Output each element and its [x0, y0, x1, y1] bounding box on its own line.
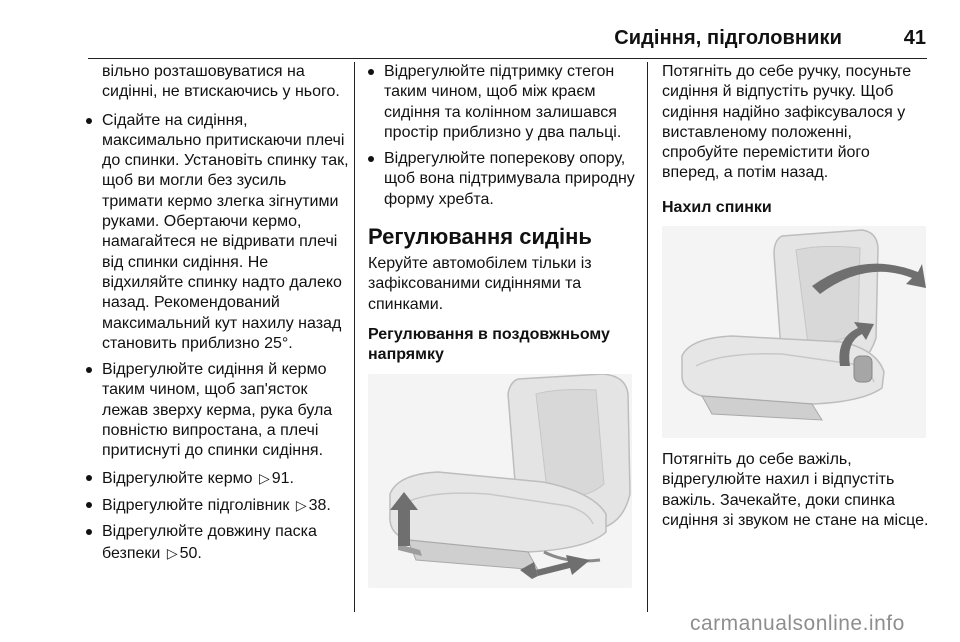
- watermark: carmanualsonline.info: [690, 612, 905, 635]
- page-reference-icon: ▷: [166, 544, 178, 561]
- page-reference-icon: ▷: [295, 496, 307, 513]
- bullet-icon: [368, 156, 374, 162]
- subsection-heading: Нахил спинки: [662, 198, 772, 216]
- seatback-recline-illustration-icon: [662, 226, 926, 438]
- page-title: Сидіння, підголовники: [614, 27, 842, 49]
- column-middle: [368, 62, 636, 588]
- list-item: Відрегулюйте підголівник ▷ 38.: [86, 495, 350, 516]
- bullet-icon: [86, 367, 92, 373]
- intro-text: Потягніть до себе ручку, посуньте сидіння й відпустіть ручку. Щоб сидіння надійно зафіксувалося у виставленому положенні, спробуйте перемістити його вперед, а потім назад.: [662, 63, 912, 182]
- list-item: Сідайте на сидіння, максимально притискаючи плечі до спинки. Установіть спинку так, щоб ви могли без зусиль тримати кермо злегка зігнутими руками. Обертаючи кермо, намагайтеся не відривати плечі від спинки сидіння. Не відхиляйте спинку надто далеко назад. Рекомендований максимальний кут нахилу назад становить приблизно 25°.: [86, 111, 350, 355]
- column-left: [86, 62, 350, 570]
- column-divider: [647, 62, 648, 612]
- subsection-heading: Регулювання в поздовжньому напрямку: [368, 325, 610, 364]
- page-reference-link[interactable]: 50.: [179, 544, 202, 562]
- list-item: Відрегулюйте кермо ▷ 91.: [86, 468, 350, 489]
- bullet-list: [368, 62, 636, 210]
- page-reference-link[interactable]: 91.: [271, 469, 294, 487]
- list-item: Відрегулюйте поперекову опору, щоб вона підтримувала природну форму хребта.: [368, 149, 636, 210]
- list-item: Відрегулюйте довжину паска безпеки ▷ 50.: [86, 522, 350, 564]
- page-header: [0, 0, 960, 56]
- page-number: 41: [903, 27, 926, 49]
- list-item: Відрегулюйте сидіння й кермо таким чином, щоб зап'ясток лежав зверху керма, рука була повністю випростана, а плечі притиснуті до спинки сидіння.: [86, 360, 350, 461]
- bullet-list: [86, 111, 350, 564]
- bullet-icon: [86, 502, 92, 508]
- section-text: Керуйте автомобілем тільки із зафіксованими сидіннями та спинками.: [368, 255, 592, 313]
- bullet-icon: [86, 529, 92, 535]
- bullet-icon: [368, 69, 374, 75]
- header-rule: [88, 58, 927, 59]
- instruction-text: Потягніть до себе важіль, відрегулюйте нахил і відпустіть важіль. Зачекайте, доки спинка сидіння зі звуком не стане на місце.: [662, 451, 929, 529]
- continuation-text: вільно розташовуватися на сидінні, не втискаючись у нього.: [102, 63, 340, 101]
- column-divider: [354, 62, 355, 612]
- page-reference-link[interactable]: 38.: [308, 496, 331, 514]
- seat-longitudinal-illustration-icon: [368, 374, 632, 588]
- page-reference-icon: ▷: [258, 469, 270, 486]
- section-heading: Регулювання сидінь: [368, 224, 592, 250]
- list-item: Відрегулюйте підтримку стегон таким чином, щоб між краєм сидіння та колінном залишався простір приблизно у два пальці.: [368, 62, 636, 143]
- bullet-icon: [86, 118, 92, 124]
- bullet-icon: [86, 475, 92, 481]
- column-right: [662, 62, 930, 531]
